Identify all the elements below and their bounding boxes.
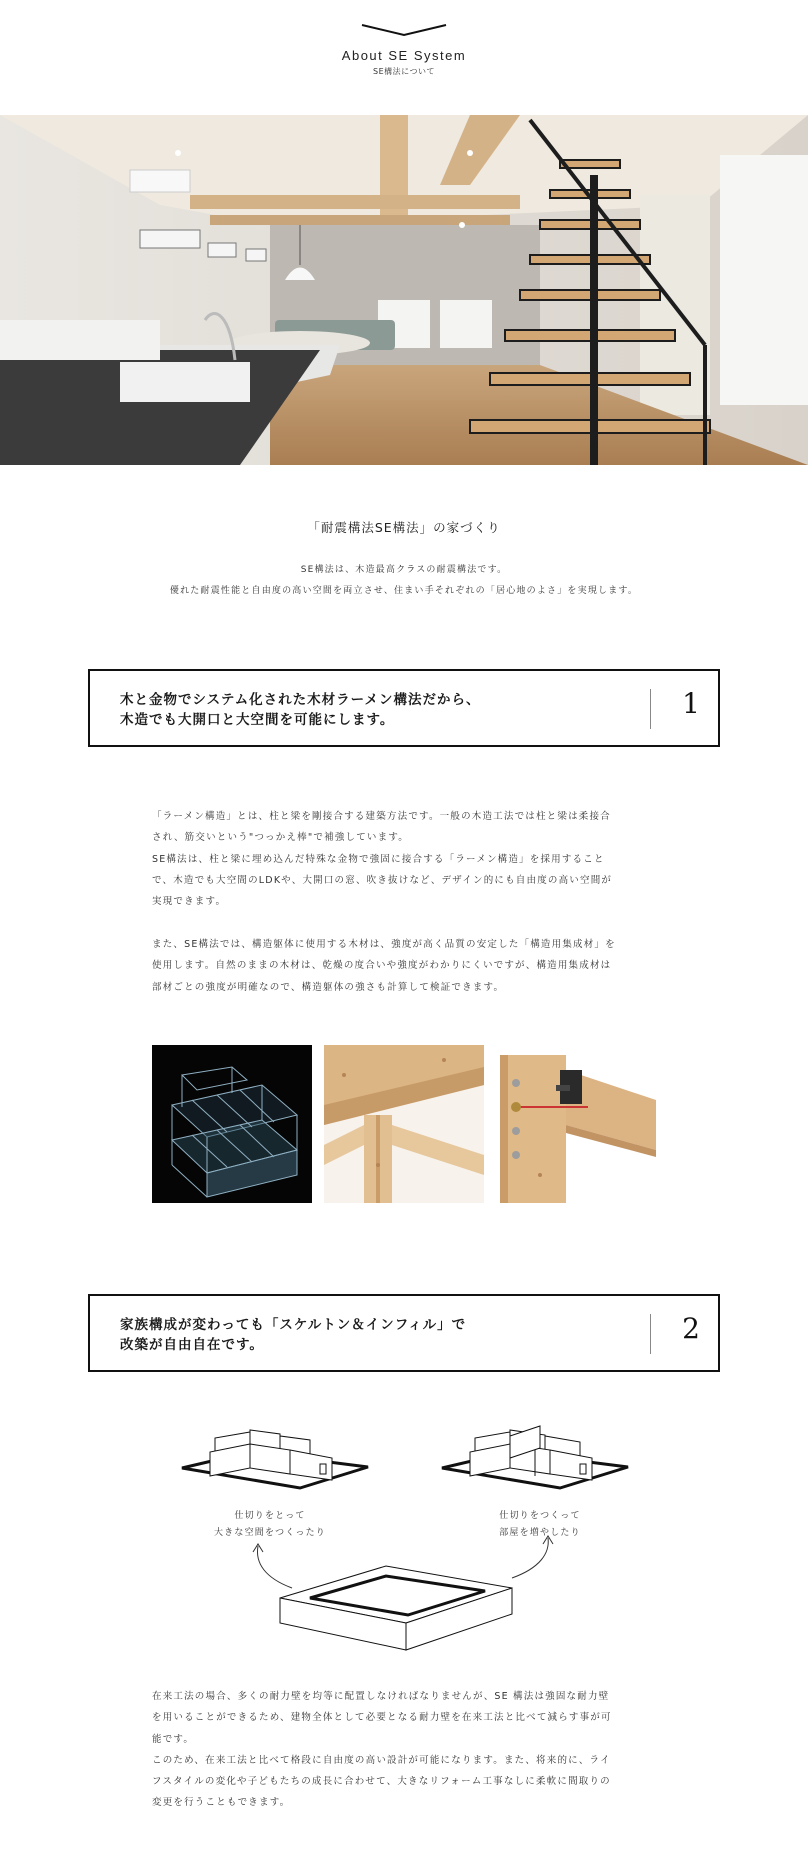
caption-line: 大きな空間をつくったり xyxy=(213,1528,327,1538)
feature-box-2 xyxy=(88,1294,720,1372)
caption-left xyxy=(190,1508,350,1542)
section1-paragraph2 xyxy=(152,934,656,998)
timber-joint-icon xyxy=(324,1045,484,1203)
text-line: フスタイルの変化や子どもたちの成長に合わせて、大きなリフォーム工事なしに柔軟に間取りの xyxy=(152,1776,611,1788)
section2-paragraph xyxy=(152,1686,656,1814)
feature-headline-line: 家族構成が変わっても「スケルトン＆インフィル」で xyxy=(120,1317,467,1333)
caption-line: 仕切りをとって xyxy=(234,1511,306,1521)
text-line: SE構法は、柱と梁に埋め込んだ特殊な金物で強固に接合する「ラーメン構造」を採用すること xyxy=(152,853,605,865)
page-title: About SE System xyxy=(341,48,467,63)
text-line: 能です。 xyxy=(152,1733,195,1745)
text-line: 使用します。自然のままの木材は、乾燥の度合いや強度がわかりにくいですが、構造用集成材は xyxy=(152,960,612,972)
text-line: で、木造でも大空間のLDKや、大開口の窓、吹き抜けなど、デザイン的にも自由度の高い空間が xyxy=(152,874,613,886)
feature-headline-line: 木造でも大開口と大空間を可能にします。 xyxy=(120,712,395,728)
feature-divider xyxy=(650,1314,651,1354)
caption-right xyxy=(460,1508,620,1542)
text-line: 部材ごとの強度が明確なので、構造躯体の強さも計算して検証できます。 xyxy=(152,981,505,993)
feature-headline xyxy=(120,1315,466,1355)
text-line: 「ラーメン構造」とは、柱と梁を剛接合する建築方法です。一般の木造工法では柱と梁は柔接合 xyxy=(152,811,611,822)
wireframe-structure-icon xyxy=(152,1045,312,1203)
feature-headline-line: 木と金物でシステム化された木材ラーメン構法だから、 xyxy=(120,692,481,708)
text-line: また、SE構法では、構造躯体に使用する木材は、強度が高く品質の安定した「構造用集成材」を xyxy=(152,939,616,950)
text-line: このため、在来工法と比べて格段に自由度の高い設計が可能になります。また、将来的に、ライ xyxy=(152,1754,611,1766)
intro-body xyxy=(0,560,808,602)
text-line: を用いることができるため、建物全体として必要となる耐力壁を在来工法と比べて減らす事が可 xyxy=(152,1712,612,1724)
roof-chevron-icon xyxy=(360,22,448,38)
feature-number: 1 xyxy=(682,687,700,720)
text-line: され、筋交いという"つっかえ棒"で補強しています。 xyxy=(152,832,409,844)
feature-box-1 xyxy=(88,669,720,747)
feature-divider xyxy=(650,689,651,729)
metal-connector-icon xyxy=(500,1045,656,1203)
section1-paragraph1 xyxy=(152,806,656,912)
feature-headline xyxy=(120,690,480,730)
text-line: 在来工法の場合、多くの耐力壁を均等に配置しなければなりませんが、SE 構法は強固な耐力壁 xyxy=(152,1691,610,1702)
feature-number: 2 xyxy=(682,1312,700,1345)
skeleton-infill-diagram xyxy=(150,1418,658,1658)
metal-connector-image xyxy=(500,1045,656,1203)
intro-line: SE構法は、木造最高クラスの耐震構法です。 xyxy=(300,565,508,575)
hero-photo xyxy=(0,115,808,465)
living-room-stair-photo-icon xyxy=(0,115,808,465)
structure-frame-image xyxy=(152,1045,312,1203)
intro-line: 優れた耐震性能と自由度の高い空間を両立させ、住まい手それぞれの「居心地のよさ」を実現します。 xyxy=(169,586,639,596)
text-line: 実現できます。 xyxy=(152,896,227,908)
page-header xyxy=(0,0,808,115)
text-line: 変更を行うこともできます。 xyxy=(152,1797,291,1809)
intro-title: 「耐震構法SE構法」の家づくり xyxy=(307,520,501,535)
page-subtitle: SE構法について xyxy=(373,67,435,76)
wood-joint-image xyxy=(324,1045,484,1203)
caption-line: 仕切りをつくって xyxy=(499,1511,581,1521)
caption-line: 部屋を増やしたり xyxy=(499,1528,581,1538)
feature-headline-line: 改築が自由自在です。 xyxy=(120,1337,264,1353)
